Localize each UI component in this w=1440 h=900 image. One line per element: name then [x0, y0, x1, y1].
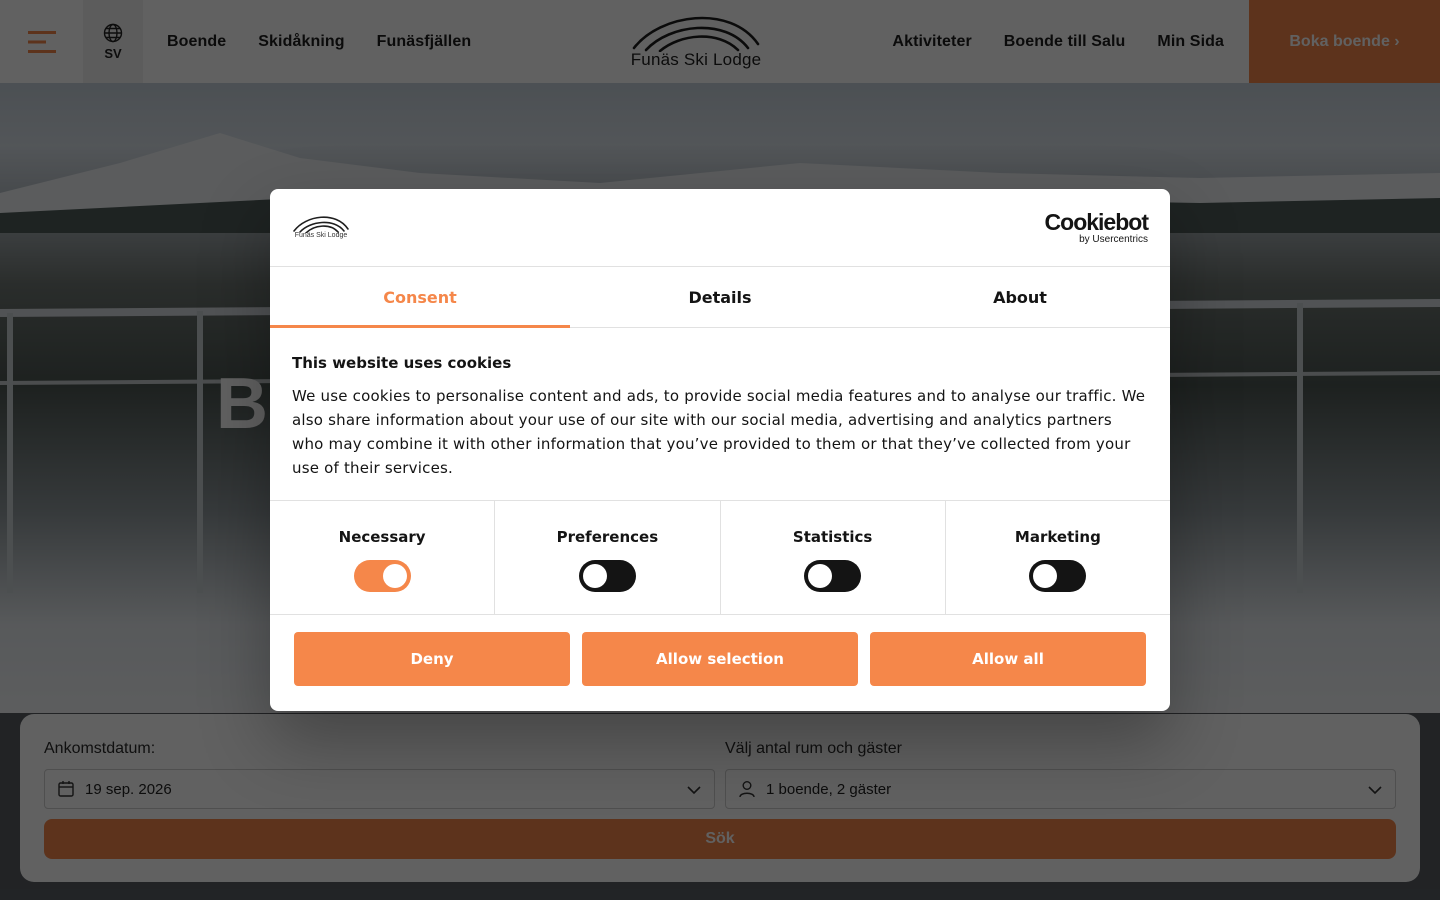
logo-arcs-icon: [292, 213, 350, 233]
dialog-header: [270, 189, 1170, 267]
allow-selection-button[interactable]: Allow selection: [582, 632, 858, 686]
tab-details[interactable]: Details: [688, 287, 752, 307]
cookie-consent-dialog: [270, 189, 1170, 711]
toggle-group-marketing: [946, 501, 1170, 614]
dialog-site-logo: [292, 213, 350, 241]
dialog-description: We use cookies to personalise content and ads, to provide social media features and to analyse our traffic. We also share information about your use of our site with our social media, advertising and analytics partners who may combine it with other information that you’ve provided to them or that they’ve collected from your use of their services.: [292, 387, 1146, 477]
cookiebot-logo[interactable]: [1045, 211, 1148, 245]
toggle-label-marketing: Marketing: [1014, 528, 1101, 546]
toggle-preferences[interactable]: [579, 560, 636, 592]
dialog-logo-text: Funäs Ski Lodge: [294, 232, 348, 239]
allow-all-button[interactable]: Allow all: [870, 632, 1146, 686]
cookiebot-brand: Cookiebot: [1044, 209, 1148, 235]
toggle-knob: [1033, 564, 1057, 588]
cookiebot-brand-sub: by Usercentrics: [1079, 234, 1148, 245]
toggle-label-preferences: Preferences: [556, 528, 659, 546]
dialog-tabs: [270, 267, 1170, 328]
toggle-statistics[interactable]: [804, 560, 861, 592]
tab-consent[interactable]: Consent: [270, 267, 570, 327]
toggle-knob: [383, 564, 407, 588]
tab-about[interactable]: About: [993, 287, 1047, 307]
deny-button[interactable]: Deny: [294, 632, 570, 686]
toggle-knob: [808, 564, 832, 588]
toggle-group-statistics: [721, 501, 946, 614]
dialog-body: [270, 328, 1170, 501]
toggle-label-necessary: Necessary: [338, 528, 426, 546]
toggle-label-statistics: Statistics: [792, 528, 873, 546]
toggle-group-preferences: [495, 501, 720, 614]
consent-toggles: [270, 501, 1170, 615]
dialog-actions: [270, 615, 1170, 686]
toggle-necessary[interactable]: [354, 560, 411, 592]
dialog-heading: This website uses cookies: [292, 354, 512, 372]
toggle-knob: [583, 564, 607, 588]
toggle-group-necessary: [270, 501, 495, 614]
toggle-marketing[interactable]: [1029, 560, 1086, 592]
